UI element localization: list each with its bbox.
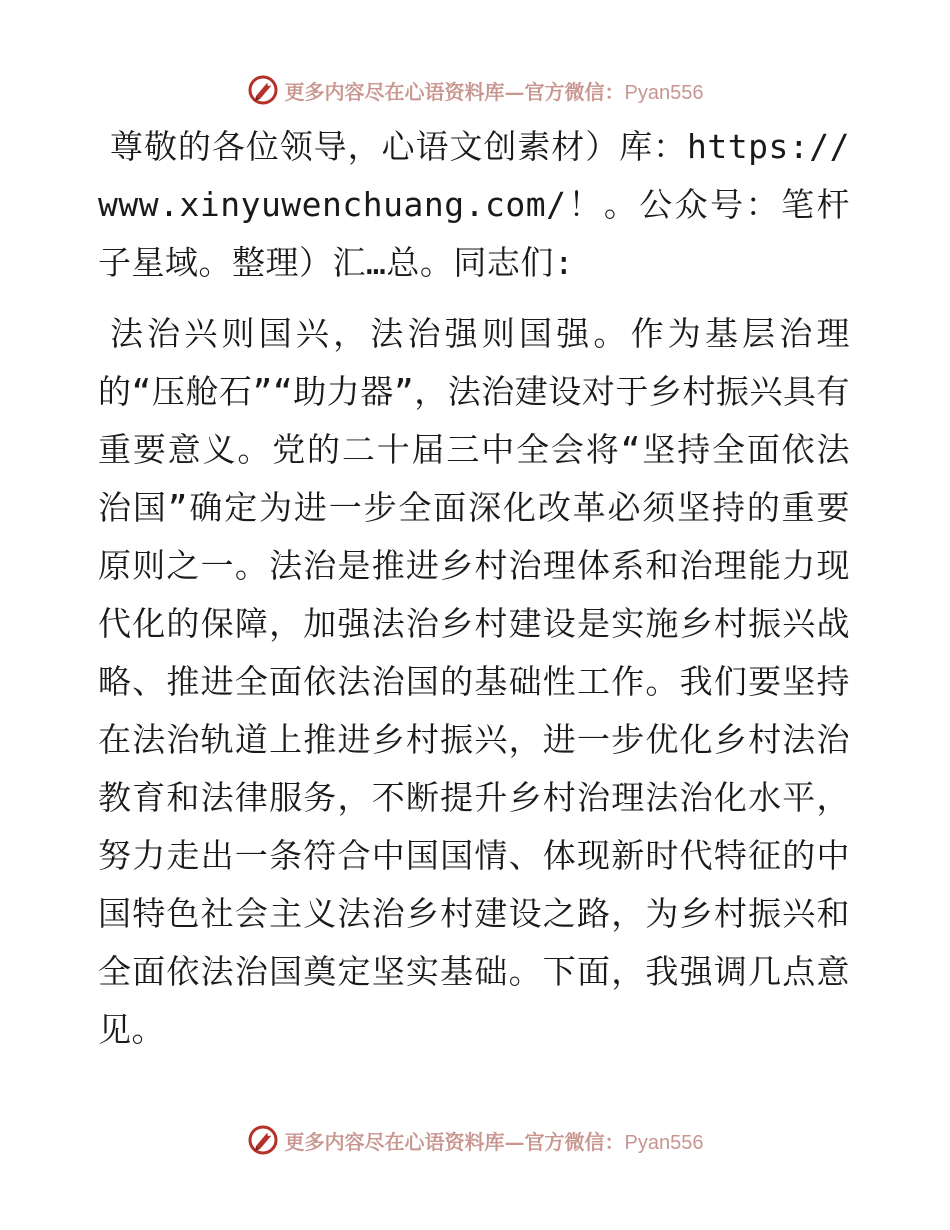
footer-banner bbox=[0, 1120, 950, 1160]
header-banner-text bbox=[285, 76, 704, 105]
paragraph-main: 法治兴则国兴，法治强则国强。作为基层治理的“压舱石”“助力器”，法治建设对于乡村振兴具有重要意义。党的二十届三中全会将“坚持全面依法治国”确定为进一步全面深化改革必须坚持的重要原则之一。法治是推进乡村治理体系和治理能力现代化的保障，加强法治乡村建设是实施乡村振兴战略、推进全面依法治国的基础性工作。我们要坚持在法治轨道上推进乡村振兴，进一步优化乡村法治教育和法律服务，不断提升乡村治理法治化水平，努力走出一条符合中国国情、体现新时代特征的中国特色社会主义法治乡村建设之路，为乡村振兴和全面依法治国奠定坚实基础。下面，我强调几点意见。 bbox=[98, 314, 850, 1049]
document-body bbox=[98, 118, 850, 1059]
footer-banner-text-cn: 更多内容尽在心语资料库—官方微信： bbox=[284, 1129, 625, 1154]
paragraph-salutation: 尊敬的各位领导，心语文创素材）库：https://www.xinyuwenchuang.com/！。公众号：笔杆子星域。整理）汇…总。同志们: bbox=[98, 127, 850, 282]
header-banner-text-cn: 更多内容尽在心语资料库—官方微信： bbox=[284, 79, 625, 104]
header-banner bbox=[0, 70, 950, 110]
footer-banner-text bbox=[285, 1126, 704, 1155]
footer-banner-wechat-id: Pyan556 bbox=[624, 1131, 704, 1154]
header-banner-wechat-id: Pyan556 bbox=[624, 81, 704, 104]
pen-logo-icon bbox=[247, 74, 279, 106]
pen-logo-icon bbox=[247, 1124, 279, 1156]
